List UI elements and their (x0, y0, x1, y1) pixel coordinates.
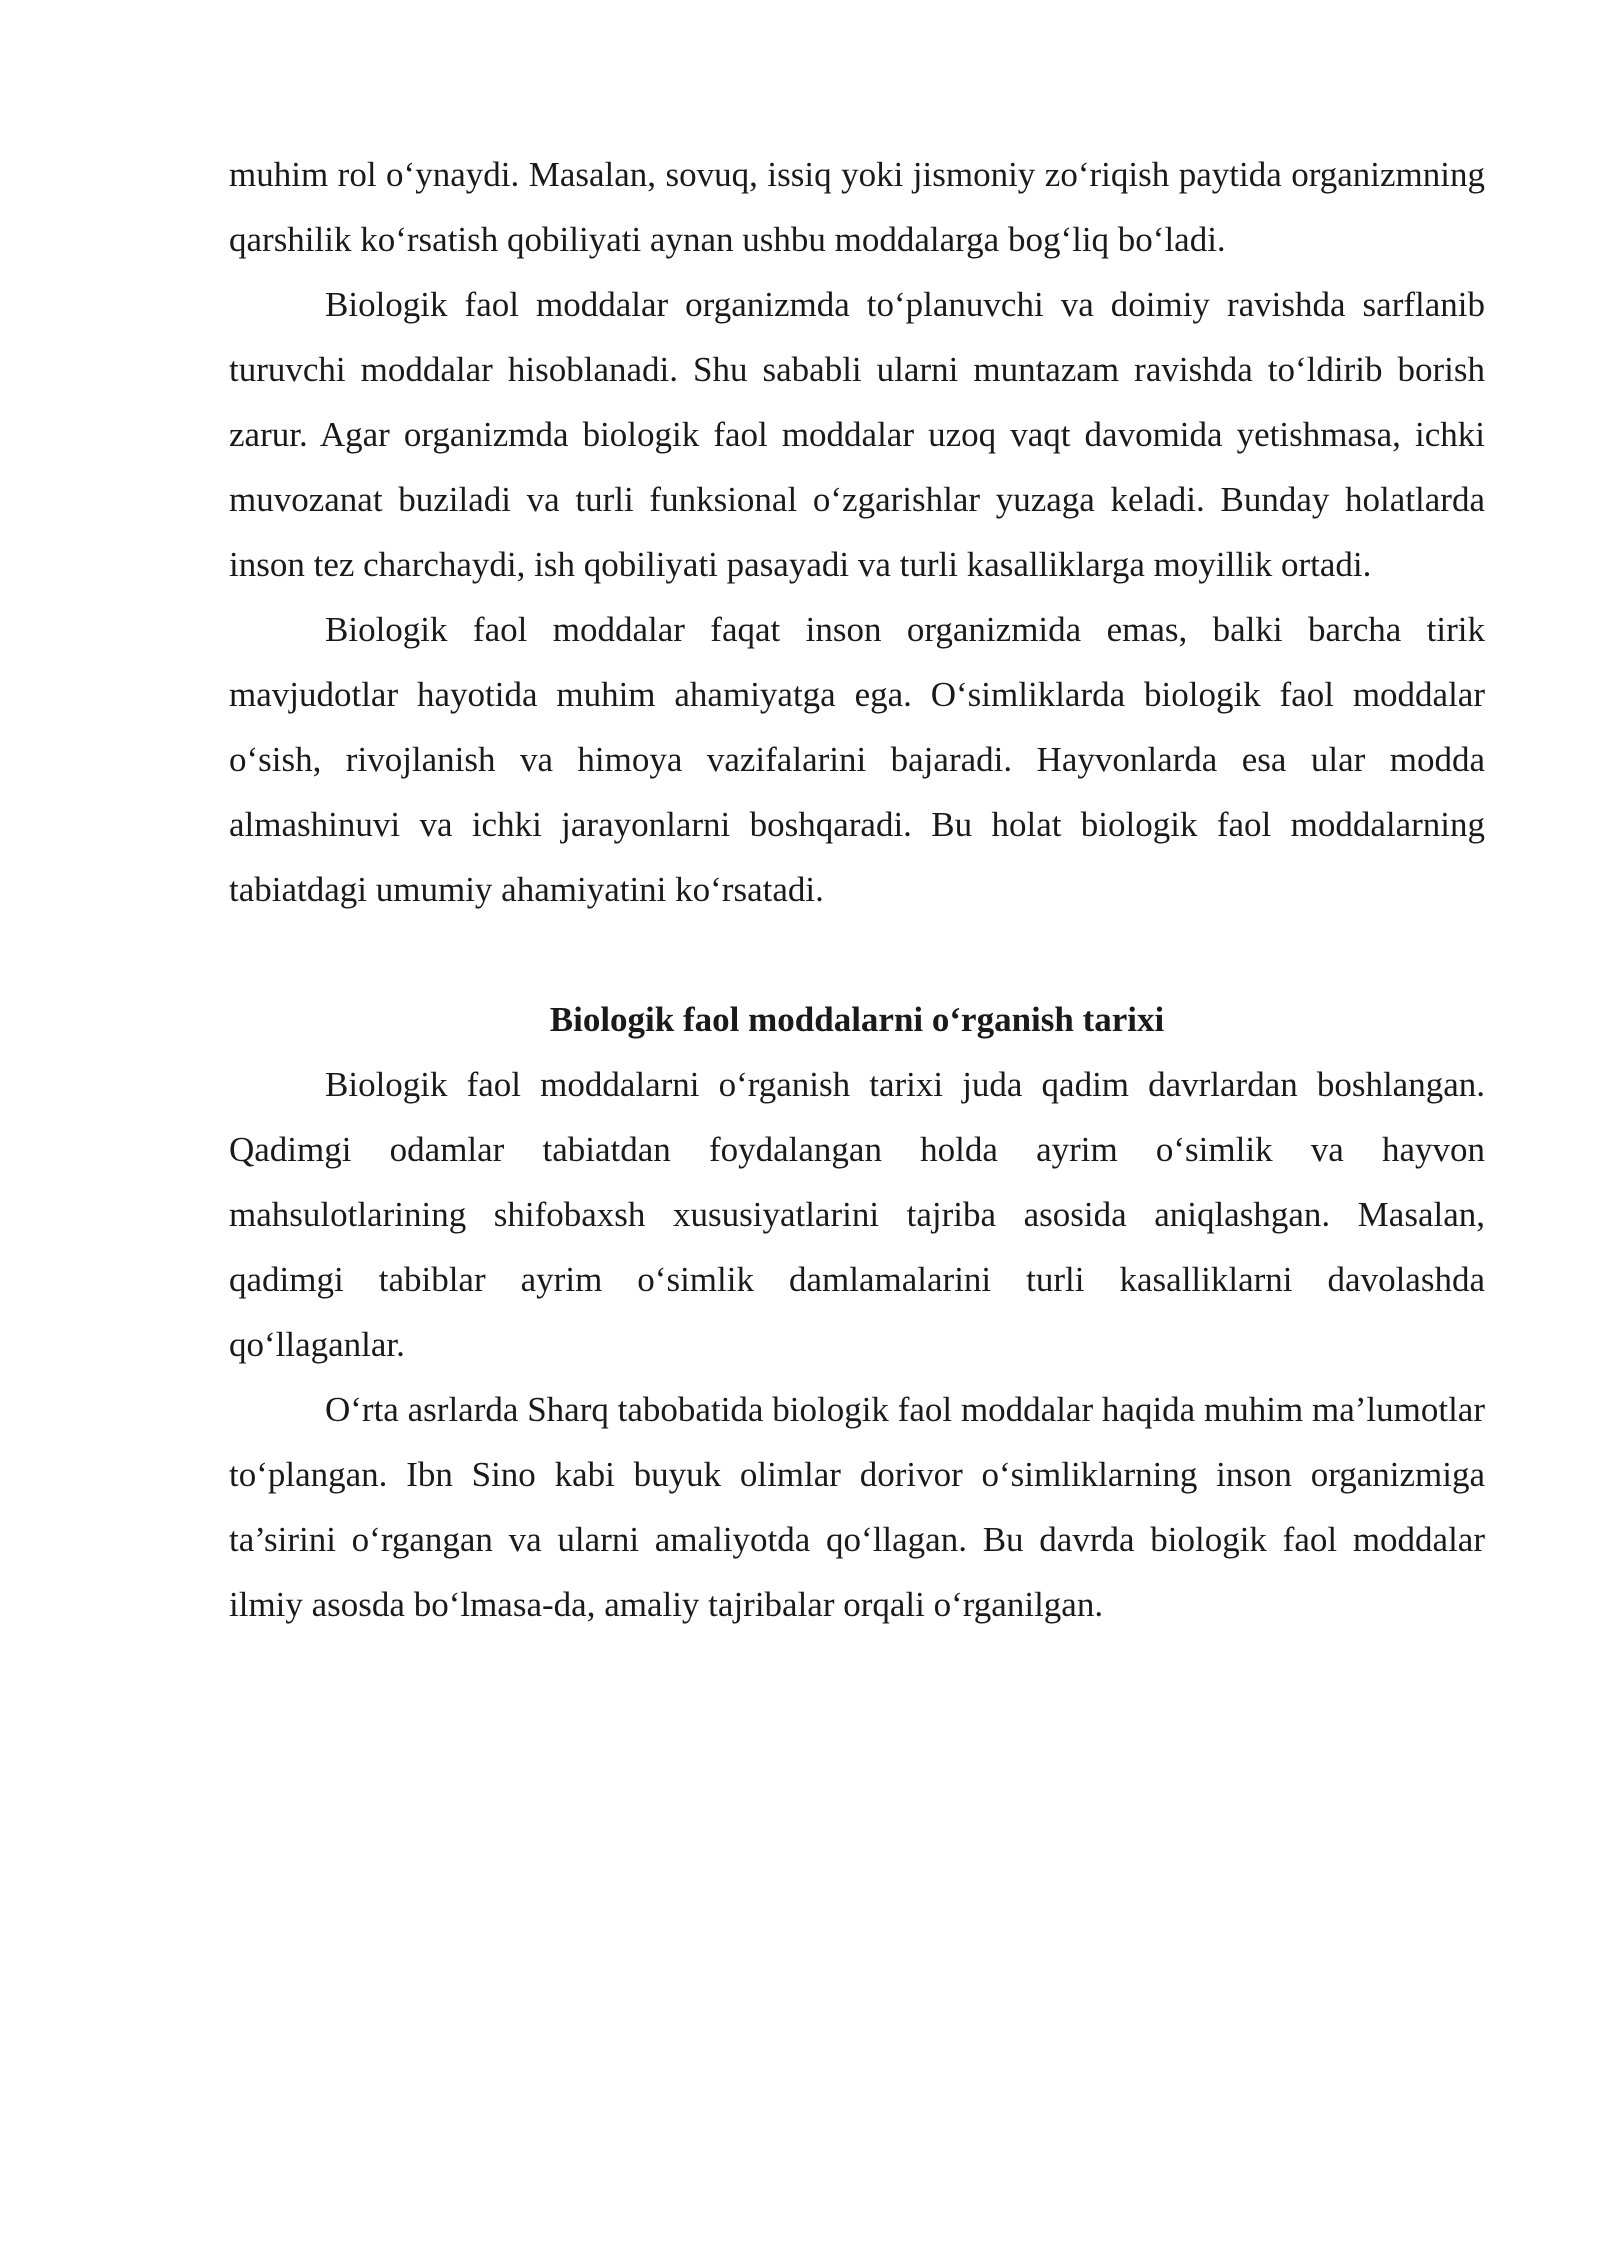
paragraph-living-beings: Biologik faol moddalar faqat inson organizmida emas, balki barcha tirik mavjudotlar hayotida muhim ahamiyatga ega. O‘simliklarda biologik faol moddalar o‘sish, rivojlanish va himoya vazifalarini bajaradi. Hayvonlarda esa ular modda almashinuvi va ichki jarayonlarni boshqaradi. Bu holat biologik faol moddalarning tabiatdagi umumiy ahamiyatini ko‘rsatadi. (229, 610, 1485, 909)
paragraph-ancient-history: Biologik faol moddalarni o‘rganish tarixi juda qadim davrlardan boshlangan. Qadimgi odamlar tabiatdan foydalangan holda ayrim o‘simlik va hayvon mahsulotlarining shifobaxsh xususiyatlarini tajriba asosida aniqlashgan. Masalan, qadimgi tabiblar ayrim o‘simlik damlamalarini turli kasalliklarni davolashda qo‘llaganlar. (229, 1065, 1485, 1364)
paragraph-continuation: muhim rol o‘ynaydi. Masalan, sovuq, issiq yoki jismoniy zo‘riqish paytida organizmning qarshilik ko‘rsatish qobiliyati aynan ushbu moddalarga bog‘liq bo‘ladi. (229, 155, 1485, 259)
section-heading: Biologik faol moddalarni o‘rganish tarixi (549, 1000, 1165, 1039)
page-content (229, 142, 1485, 1637)
paragraph-middle-ages: O‘rta asrlarda Sharq tabobatida biologik faol moddalar haqida muhim ma’lumotlar to‘plangan. Ibn Sino kabi buyuk olimlar dorivor o‘simliklarning inson organizmiga ta’sirini o‘rgangan va ularni amaliyotda qo‘llagan. Bu davrda biologik faol moddalar ilmiy asosda bo‘lmasa-da, amaliy tajribalar orqali o‘rganilgan. (229, 1390, 1485, 1624)
paragraph-accumulation: Biologik faol moddalar organizmda to‘planuvchi va doimiy ravishda sarflanib turuvchi moddalar hisoblanadi. Shu sababli ularni muntazam ravishda to‘ldirib borish zarur. Agar organizmda biologik faol moddalar uzoq vaqt davomida yetishmasa, ichki muvozanat buziladi va turli funksional o‘zgarishlar yuzaga keladi. Bunday holatlarda inson tez charchaydi, ish qobiliyati pasayadi va turli kasalliklarga moyillik ortadi. (229, 285, 1485, 584)
